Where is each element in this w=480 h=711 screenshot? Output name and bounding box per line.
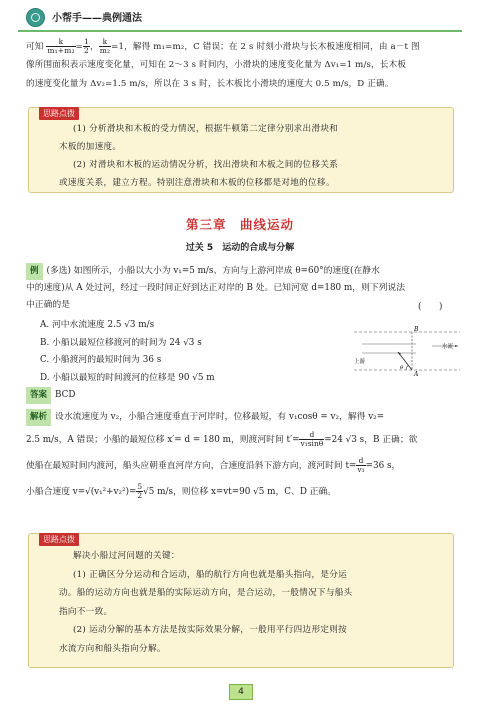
top-line-3: 的速度变化量为 Δv₂=1.5 m/s，所以在 3 s 时，长木板比小滑块的速度大 0.5 m/s，D 正确。 <box>26 79 394 89</box>
numerator: 5 <box>137 482 143 491</box>
tip-text <box>59 120 439 192</box>
text: √5 m/s，则位移 x=vt=90 √5 m，C、D 正确。 <box>143 487 337 497</box>
theta-arc <box>406 365 408 370</box>
top-line-2: 像所围面积表示速度变化量，可知在 2～3 s 时间内，小滑块的速度变化量为 Δv₁=1 m/s，长木板 <box>26 60 407 70</box>
text: 使船在最短时间内渡河，船头应朝垂直河岸方向，合速度沿斜下游方向，渡河时间 t= <box>26 461 357 471</box>
numerator: 1 <box>84 37 89 46</box>
question-line-3 <box>26 297 456 314</box>
analysis-line-2 <box>26 431 458 449</box>
numerator: d <box>299 431 324 440</box>
river-diagram <box>352 326 462 378</box>
analysis-line-4 <box>26 483 458 501</box>
answer-line <box>26 387 75 404</box>
tip-tag: 思路点拨 <box>39 107 79 120</box>
numerator: k <box>99 38 111 47</box>
answer-value: BCD <box>55 390 76 400</box>
text: =24 √3 s，B 正确；欲 <box>324 435 418 445</box>
tip-line: 动。船的运动方向也就是船的实际运动方向，是合运动，一般情况下与船头 <box>59 588 353 598</box>
header-divider <box>18 30 462 32</box>
top-paragraph <box>26 38 420 92</box>
section-title: 过关 5 运动的合成与分解 <box>185 243 295 253</box>
label-flow: 水流 <box>442 344 454 350</box>
tip-line: (1) 正确区分分运动和合运动，船的航行方向也就是船头指向，是分运 <box>73 569 348 580</box>
option-c: C. 小船渡河的最短时间为 36 s <box>40 355 162 365</box>
tip-text <box>59 547 441 658</box>
tip-tag: 思路点拨 <box>39 533 79 546</box>
example-question <box>26 263 456 314</box>
option-a: A. 河中水流速度 2.5 √3 m/s <box>40 320 155 330</box>
label-upstream: 上游 <box>354 359 366 365</box>
arrowhead <box>455 345 458 347</box>
chapter-title: 第三章 曲线运动 <box>185 217 294 232</box>
denominator: m₁+m₂ <box>47 46 75 55</box>
text: = <box>75 42 84 52</box>
tip-line: (2) 运动分解的基本方法是按实际效果分解，一般用平行四边形定则按 <box>73 625 348 635</box>
question-line-1 <box>26 263 456 280</box>
text: 中正确的是 <box>26 300 70 310</box>
denominator: v₁sinθ <box>300 439 324 448</box>
label-b: B <box>414 326 419 333</box>
option-b: B. 小船以最短位移渡河的时间为 24 √3 s <box>40 337 202 348</box>
label-theta: θ <box>400 365 404 371</box>
answer-tag: 答案 <box>26 387 51 404</box>
top-line-1 <box>26 38 420 55</box>
tip-line: 解决小船过河问题的关键： <box>73 551 180 561</box>
text: 设水流速度为 v₂，小船合速度垂直于河岸时，位移最短，有 v₁cosθ = v₂，解得 v₂= <box>55 412 385 422</box>
denominator: v₁ <box>357 465 365 474</box>
tip-box-2 <box>28 533 454 668</box>
numerator: k <box>46 38 75 47</box>
page-header <box>0 0 480 34</box>
denominator: m₂ <box>99 46 111 55</box>
fraction <box>46 38 75 55</box>
answer-paren: ( ) <box>418 302 443 312</box>
tip-line: 或速度关系，建立方程。特别注意滑块和木板的位移都是对地的位移。 <box>59 178 335 188</box>
tip-line: 水流方向和船头指向分解。 <box>59 643 166 654</box>
denominator: 2 <box>137 491 143 500</box>
options-list <box>40 317 215 387</box>
analysis-line-3 <box>26 457 458 475</box>
logo-icon <box>26 8 45 27</box>
page-number: 4 <box>229 684 253 700</box>
fraction <box>356 457 365 474</box>
option-d: D. 小船以最短的时间渡河的位移是 90 √5 m <box>40 372 215 383</box>
text: 2.5 m/s，A 错误；小船的最短位移 x′= d = 180 m，则渡河时间 t′= <box>26 435 300 445</box>
tip-box-1 <box>28 107 454 193</box>
question-line-2: 中的速度)从 A 处过河，经过一段时间正好到达正对岸的 B 处。已知河宽 d=180 m，则下列说法 <box>26 283 406 293</box>
text: ， <box>89 42 99 52</box>
fraction <box>99 38 111 55</box>
tip-line: (2) 对滑块和木板的运动情况分析，找出滑块和木板之间的位移关系 <box>73 160 339 170</box>
header-title: 小帮手——典例通法 <box>52 13 142 24</box>
text: 可知 <box>26 42 44 52</box>
numerator: d <box>356 457 365 466</box>
fraction <box>83 38 90 55</box>
text: =36 s， <box>365 461 401 471</box>
denominator: 2 <box>84 46 89 55</box>
fraction <box>299 431 324 448</box>
analysis-tag: 解析 <box>26 409 51 426</box>
tip-line: 木板的加速度。 <box>59 142 122 152</box>
tip-line: (1) 分析滑块和木板的受力情况，根据牛顿第二定律分别求出滑块和 <box>73 124 339 134</box>
label-a: A <box>414 371 419 378</box>
example-tag: 例 <box>26 263 43 280</box>
tip-line: 指向不一致。 <box>59 606 113 617</box>
analysis-line-1 <box>26 409 458 426</box>
text: 小船合速度 v=√(v₁²+v₂²)= <box>26 487 137 497</box>
text: (多选) 如图所示，小船以大小为 v₁=5 m/s、方向与上游河岸成 θ=60°的速度(在静水 <box>46 266 380 276</box>
analysis <box>26 409 458 501</box>
text: =1，解得 m₁=m₂，C 错误；在 2 s 时刻小滑块与长木板速度相同，由 a－t 图 <box>111 42 420 52</box>
